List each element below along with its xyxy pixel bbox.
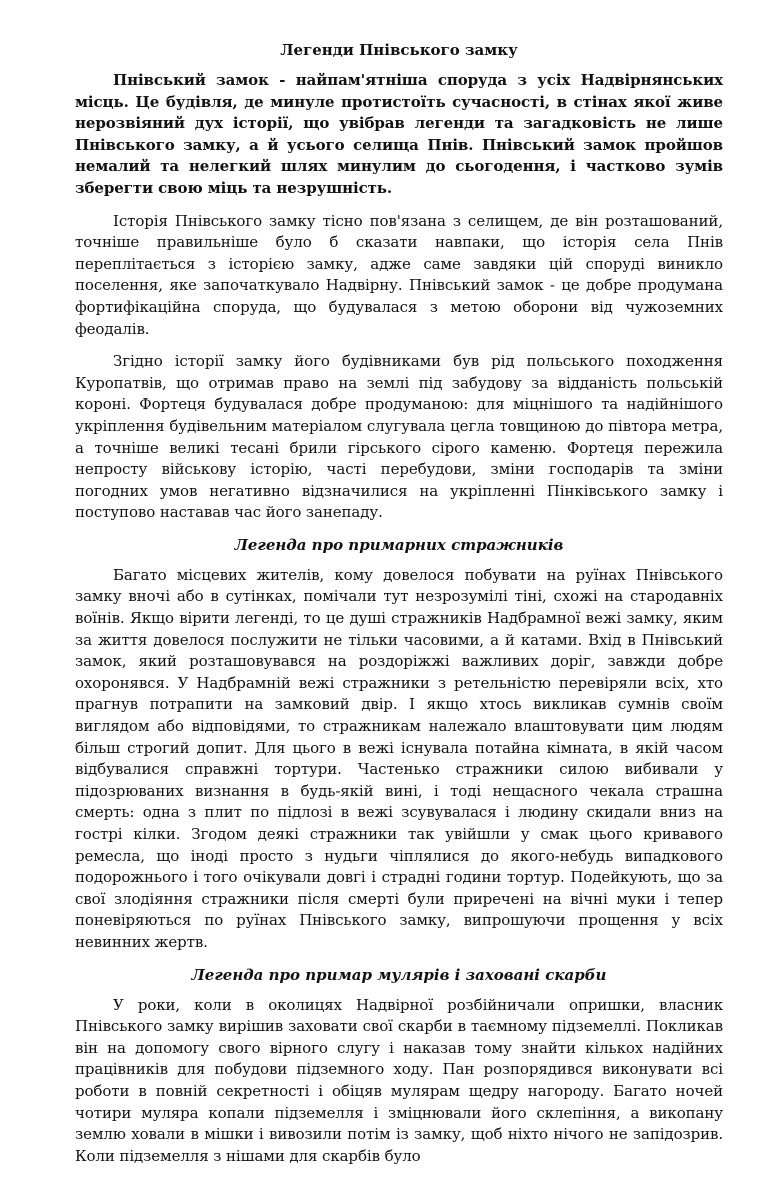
history-paragraph-2: Згідно історії замку його будівниками був рід польського походження Куропатвів, що отримав право на землі під забудову за відданість польській короні. Фортеця будувалася добре продуманою: для міцнішого та надійнішого укріплення будівельним матеріалом слугувала цегла товщиною до півтора метра, а точніше великі тесані брили гірського сірого каменю. Фортеця пережила непросту військову історію, часті перебудови, зміни господарів та зміни погодних умов негативно відзначилися на укріпленні Пінківського замку і поступово наставав час його занепаду. [75, 352, 723, 522]
section-heading-guards: Легенда про примарних стражників [234, 535, 564, 554]
section-text-masons: У роки, коли в околицях Надвірної розбійничали опришки, власник Пнівського замку вирішив заховати свої скарби в таємному підземеллі. Покликав він на допомогу свого вірного слугу і наказав тому знайти кількох надійних працівників для побудови підземного ходу. Пан розпорядився виконувати всі роботи в повній секретності і обіцяв мулярам щедру нагороду. Багато ночей чотири муляра копали підземелля і зміцнювали його склепіння, а викопану землю ховали в мішки і вивозили потім із замку, щоб ніхто нічого не запідозрив. Коли підземелля з нішами для скарбів було [75, 995, 723, 1165]
section-heading-masons: Легенда про примар мулярів і заховані скарби [191, 965, 607, 984]
document-page [75, 40, 723, 1178]
document-title: Легенди Пнівського замку [280, 41, 518, 59]
intro-paragraph: Пнівський замок - найпам'ятніша споруда з усіх Надвірнянських місць. Це будівля, де минуле протистоїть сучасності, в стінах якої живе нерозвіяний дух історії, що увібрав легенди та загадковість не лише Пнівського замку, а й усього селища Пнів. Пнівський замок пройшов немалий та нелегкий шлях минулим до сьогодення, і частково зумів зберегти свою міць та незрушність. [75, 71, 723, 197]
section-text-guards: Багато місцевих жителів, кому довелося побувати на руїнах Пнівського замку вночі або в сутінках, помічали тут незрозумілі тіні, схожі на стародавніх воїнів. Якщо вірити легенді, то це душі стражників Надбрамної вежі замку, яким за життя довелося послужити не тільки часовими, а й катами. Вхід в Пнівський замок, який розташовувався на роздоріжжі важливих доріг, завжди добре охоронявся. У Надбрамній вежі стражники з ретельністю перевіряли всіх, хто прагнув потрапити на замковий двір. І якщо хтось викликав сумнів своїм виглядом або відповідями, то стражникам належало влаштовувати цим людям більш строгий допит. Для цього в вежі існувала потайна кімната, в якій часом відбувалися справжні тортури. Частенько стражники силою вибивали у підозрюваних визнання в будь-якій вині, і тоді нещасного чекала страшна смерть: одна з плит по підлозі в вежі зсувувалася і людину скидали вниз на гострі кілки. Згодом деякі стражники так увійшли у смак цього кривавого ремесла, що іноді просто з нудьги чіплялися до якого-небудь випадкового подорожнього і того очікували довгі і страдні години тортур. Подейкують, що за свої злодіяння стражники після смерті були приречені на вічні муки і тепер поневіряються по руїнах Пнівського замку, випрошуючи прощення у всіх невинних жертв. [75, 565, 723, 951]
history-paragraph-1: Історія Пнівського замку тісно пов'язана з селищем, де він розташований, точніше правильніше було б сказати навпаки, що історія села Пнів переплітається з історією замку, адже саме завдяки цій споруді виникло поселення, яке започаткувало Надвірну. Пнівський замок - це добре продумана фортифікаційна споруда, що будувалася з метою оборони від чужоземних феодалів. [75, 211, 723, 338]
